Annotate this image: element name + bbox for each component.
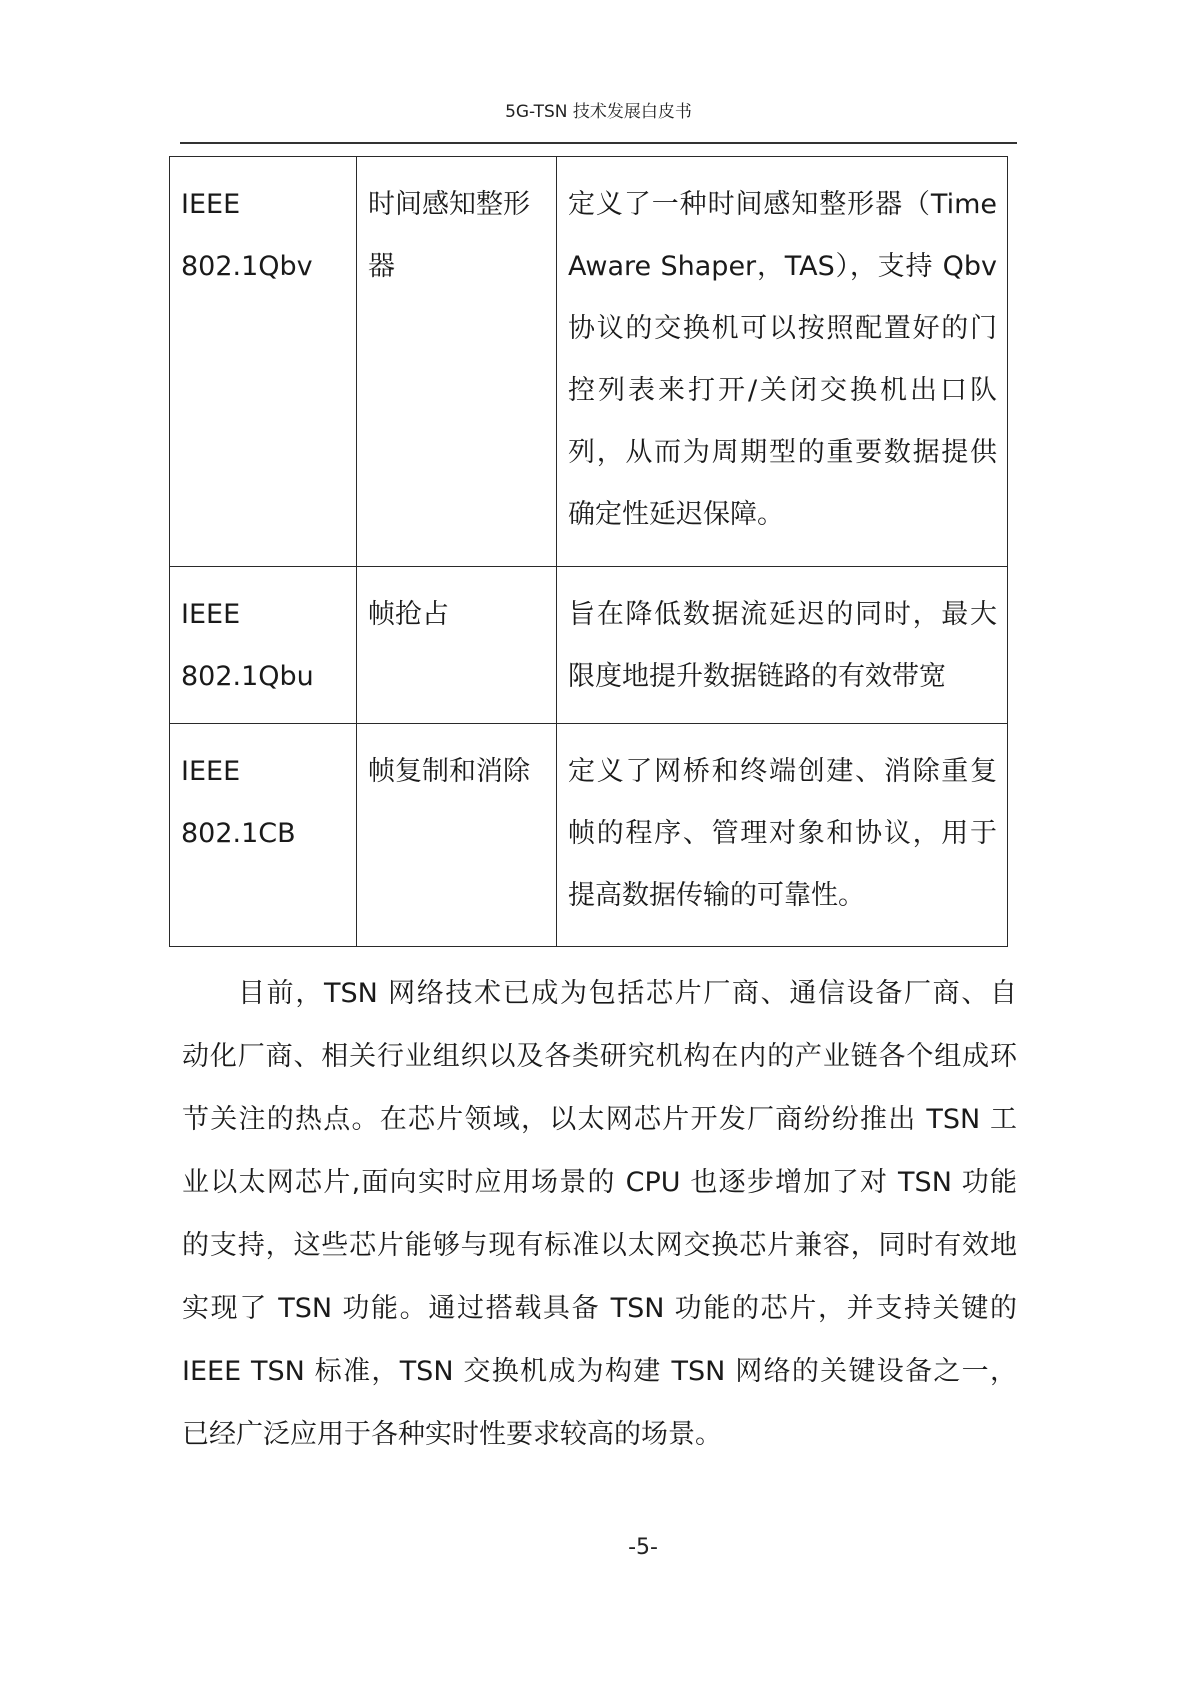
- feature-name-cell: [357, 567, 557, 724]
- feature-name-line: 帧复制和消除: [368, 756, 530, 787]
- description-line: 定义了一种时间感知整形器（Time: [568, 189, 997, 220]
- standard-id: 802.1Qbu: [181, 661, 314, 692]
- description-line: 确定性延迟保障。: [568, 499, 784, 530]
- description-line: 协议的交换机可以按照配置好的门: [568, 313, 997, 344]
- standard-org: IEEE: [181, 756, 241, 787]
- description-line: 列，从而为周期型的重要数据提供: [568, 437, 997, 468]
- description-line: 限度地提升数据链路的有效带宽: [568, 661, 946, 692]
- tsn-standards-table: [169, 156, 1008, 947]
- feature-name-cell: [357, 157, 557, 567]
- paragraph-line: 目前，TSN 网络技术已成为包括芯片厂商、通信设备厂商、自: [238, 978, 1017, 1009]
- standard-org: IEEE: [181, 599, 241, 630]
- description-line: 控列表来打开/关闭交换机出口队: [568, 375, 997, 406]
- description-line: 旨在降低数据流延迟的同时，最大: [568, 599, 997, 630]
- description-line: 帧的程序、管理对象和协议，用于: [568, 818, 997, 849]
- paragraph-line: 的支持，这些芯片能够与现有标准以太网交换芯片兼容，同时有效地: [182, 1230, 1017, 1261]
- paragraph-line: 动化厂商、相关行业组织以及各类研究机构在内的产业链各个组成环: [182, 1041, 1017, 1072]
- description-cell: [557, 157, 1008, 567]
- feature-name-line: 时间感知整形: [368, 189, 530, 220]
- header-divider: [180, 142, 1017, 144]
- standard-cell: [170, 157, 357, 567]
- paragraph-line: 已经广泛应用于各种实时性要求较高的场景。: [182, 1419, 722, 1450]
- feature-name-line: 器: [368, 251, 395, 282]
- feature-name-line: 帧抢占: [368, 599, 449, 630]
- description-cell: [557, 567, 1008, 724]
- feature-name-cell: [357, 724, 557, 947]
- description-line: 定义了网桥和终端创建、消除重复: [568, 756, 997, 787]
- standard-id: 802.1CB: [181, 818, 296, 849]
- paragraph-line: 实现了 TSN 功能。通过搭载具备 TSN 功能的芯片，并支持关键的: [182, 1293, 1017, 1324]
- standard-cell: [170, 724, 357, 947]
- table-row: [170, 157, 1008, 567]
- description-line: Aware Shaper，TAS），支持 Qbv: [568, 251, 997, 282]
- description-cell: [557, 724, 1008, 947]
- page-number: -5-: [628, 1535, 658, 1560]
- standard-cell: [170, 567, 357, 724]
- table-row: [170, 724, 1008, 947]
- table-row: [170, 567, 1008, 724]
- paragraph-line: 节关注的热点。在芯片领域，以太网芯片开发厂商纷纷推出 TSN 工: [182, 1104, 1017, 1135]
- paragraph-line: IEEE TSN 标准，TSN 交换机成为构建 TSN 网络的关键设备之一，: [182, 1356, 1017, 1387]
- paragraph-line: 业以太网芯片,面向实时应用场景的 CPU 也逐步增加了对 TSN 功能: [182, 1167, 1017, 1198]
- standard-org: IEEE: [181, 189, 241, 220]
- body-paragraph: [182, 962, 1017, 1466]
- description-line: 提高数据传输的可靠性。: [568, 880, 865, 911]
- standard-id: 802.1Qbv: [181, 251, 313, 282]
- running-header: 5G-TSN 技术发展白皮书: [505, 102, 692, 122]
